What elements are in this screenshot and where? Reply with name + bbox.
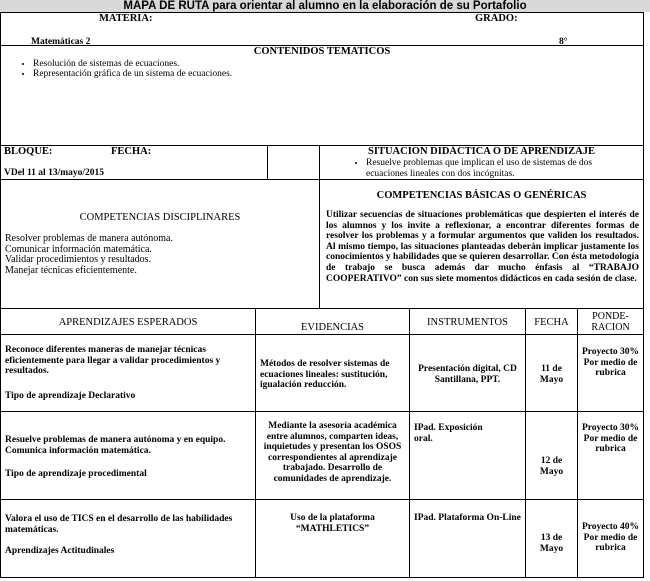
disciplinar-item: Validar procedimientos y resultados. [5, 254, 152, 266]
table-row-3-aprendizaje: Valora el uso de TICS en el desarrollo de las habilidades matemáticas. Aprendizajes Actitudinales [0, 499, 256, 578]
grado-label: GRADO: [475, 13, 518, 24]
basicas-heading: COMPETENCIAS BÁSICAS O GENÉRICAS [376, 190, 587, 201]
fecha-label: FECHA: [111, 146, 152, 157]
materia-grado-row [0, 12, 644, 46]
grado-value: 8° [559, 37, 568, 46]
situacion-heading: SITUACIÓN DIDÁCTICA O DE APRENDIZAJE [368, 146, 595, 157]
table-row-1-instrumentos: Presentación digital, CD Santillana, PPT. [409, 334, 526, 412]
table-row-1-aprendizaje: Reconoce diferentes maneras de manejar técnicas eficientemente para llegar a validar procedimientos y resultados. Tipo de aprendizaje Declarativo [0, 334, 256, 412]
header-ponderacion: PONDE-RACION [577, 308, 644, 335]
disciplinares-heading: COMPETENCIAS DISCIPLINARES [79, 212, 241, 223]
table-row-2-instrumentos: IPad. Exposición oral. [409, 411, 526, 500]
header-evidencias: EVIDENCIAS [255, 308, 410, 335]
table-row-2-aprendizaje: Resuelve problemas de manera autónoma y en equipo. Comunica información matemática. Tipo de aprendizaje procedimental [0, 411, 256, 500]
header-instrumentos: INSTRUMENTOS [409, 308, 526, 335]
materia-value: Matemáticas 2 [31, 37, 91, 46]
competencias-disciplinares [0, 179, 320, 309]
document-title: MAPA DE RUTA para orientar al alumno en la elaboración de su Portafolio [0, 0, 650, 12]
disciplinar-item: Resolver problemas de manera autónoma. [5, 233, 173, 244]
disciplinar-item: Comunicar información matemática. [5, 243, 152, 255]
table-row-2-evidencia: Mediante la asesoría académica entre alumnos, comparten ideas, inquietudes y presentan los OSOS correspondientes al aprendizaje trabajado. Desarrollo de comunidades de aprendizaje. [255, 411, 410, 500]
contenido-item: • Resolución de sistemas de ecuaciones. [33, 59, 232, 69]
contenidos-heading: CONTENIDOS TEMATICOS [253, 46, 391, 57]
situacion-cell [319, 145, 644, 180]
contenido-item: • Representación gráfica de un sistema de ecuaciones. [33, 69, 232, 79]
basicas-text: Utilizar secuencias de situaciones problemáticas que despierten el interés de los alumnos y los invite a reflexionar, a encontrar diferentes formas de resolver los problemas y a formular argumentos que validen los resultados. Al mismo tiempo, las situaciones planteadas deberán implicar justamente los conocimientos y habilidades que se quieren desarrollar. Con ésta metodología de trabajo se busca además dar mucho énfasis al “TRABAJO COOPERATIVO” con sus siete momentos didácticos en cada sesión de clase. [326, 210, 639, 284]
header-aprendizajes: APRENDIZAJES ESPERADOS [0, 308, 256, 335]
table-row-1-ponderacion: Proyecto 30% Por medio de rubrica [577, 334, 644, 412]
materia-label: MATERIA: [99, 13, 153, 24]
disciplinares-list [5, 234, 173, 276]
contenidos-section [0, 45, 644, 146]
situacion-item: • Resuelve problemas que implican el uso de sistemas de dos ecuaciones lineales con dos incógnitas. [366, 158, 636, 179]
contenidos-list [17, 59, 232, 79]
situacion-list [350, 158, 636, 179]
table-row-3-evidencia: Uso de la plataforma “MATHLETICS” [255, 499, 410, 578]
table-row-3-instrumentos: IPad. Plataforma On-Line [409, 499, 526, 578]
table-row-2-fecha: 12 de Mayo [525, 411, 578, 500]
table-row-3-fecha: 13 de Mayo [525, 499, 578, 578]
bloque-value: VDel 11 al 13/mayo/2015 [4, 168, 105, 178]
disciplinar-item: Manejar técnicas eficientemente. [5, 264, 137, 276]
bloque-cell [0, 145, 268, 180]
table-row-3-ponderacion: Proyecto 40% Por medio de rubrica [577, 499, 644, 578]
bloque-label: BLOQUE: [4, 146, 53, 157]
table-row-2-ponderacion: Proyecto 30% Por medio de rubrica [577, 411, 644, 500]
competencias-basicas [319, 179, 644, 309]
header-fecha: FECHA [525, 308, 578, 335]
table-row-1-evidencia: Métodos de resolver sistemas de ecuaciones lineales: sustitución, igualación reducción. [255, 334, 410, 412]
table-row-1-fecha: 11 de Mayo [525, 334, 578, 412]
empty-cell [267, 145, 320, 180]
